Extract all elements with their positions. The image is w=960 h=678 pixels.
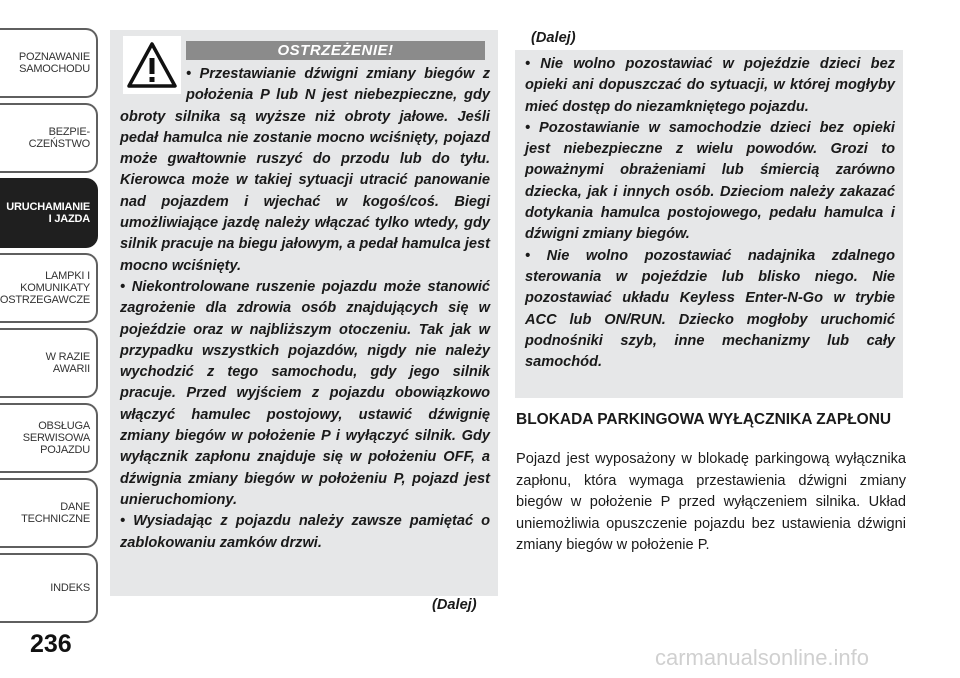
continued-header: (Dalej) [531, 30, 576, 46]
tab-label: POZNAWANIE SAMOCHODU [18, 51, 90, 75]
tab-obsluga-serwisowa[interactable] [0, 403, 98, 473]
section-body: Pojazd jest wyposażony w blokadę parkingową wyłącznika zapłonu, która wymaga przestawienia dźwigni zmiany biegów w położenie P przed wyłączeniem silnika. Układ uniemożliwia opuszczenie pojazdu bez ustawienia dźwigni zmiany biegów w położenie P. [516, 451, 906, 553]
tab-label: LAMPKI I KOMUNIKATY OSTRZEGAWCZE [0, 270, 90, 306]
tab-label: W RAZIE AWARII [45, 351, 90, 375]
warning-paragraph: • Wysiadając z pojazdu należy zawsze pamiętać o zablokowaniu zamków drzwi. [120, 513, 490, 551]
tab-poznawanie-samochodu[interactable] [0, 28, 98, 98]
tab-label: OBSŁUGA SERWISOWA POJAZDU [22, 420, 90, 456]
warning-text-right [525, 54, 895, 373]
tab-bezpieczenstwo[interactable] [0, 103, 98, 173]
tab-dane-techniczne[interactable] [0, 478, 98, 548]
continued-label: (Dalej) [432, 597, 477, 613]
tab-label: DANE TECHNICZNE [21, 501, 90, 525]
tab-label: BEZPIE- CZEŃSTWO [28, 126, 90, 150]
tab-w-razie-awarii[interactable] [0, 328, 98, 398]
tab-indeks[interactable] [0, 553, 98, 623]
section-heading: BLOKADA PARKINGOWA WYŁĄCZNIKA ZAPŁONU [516, 411, 892, 428]
warning-paragraph: • Nie wolno pozostawiać nadajnika zdalnego sterowania w pojeździe lub blisko niego. Nie pozostawiać układu Keyless Enter-N-Go w trybie ACC lub ON/RUN. Dziecko mogłoby uruchomić podnośniki szyb, inne mechanizmy lub cały samochód. [525, 247, 895, 371]
tab-label: INDEKS [50, 582, 90, 594]
tab-uruchamianie-i-jazda[interactable] [0, 178, 98, 248]
warning-header: OSTRZEŻENIE! [186, 41, 485, 60]
tab-lampki-i-komunikaty[interactable] [0, 253, 98, 323]
warning-paragraph: • Nie wolno pozostawiać w pojeździe dzieci bez opieki ani dopuszczać do sytuacji, w której mogłyby mieć dostęp do niezamkniętego pojazdu. [525, 56, 895, 115]
warning-paragraph: • Pozostawianie w samochodzie dzieci bez opieki jest niebezpieczne z wielu powodów. Grozi to poważnymi obrażeniami lub śmiercią zarówno dziecka, jak i innych osób. Dzieciom należy zakazać dotykania hamulca postojowego, pedału hamulca i dźwigni zmiany biegów. [525, 119, 895, 243]
watermark: carmanualsonline.info [655, 645, 870, 670]
tab-label: URUCHAMIANIE I JAZDA [6, 201, 90, 225]
warning-paragraph: • Przestawianie dźwigni zmiany biegów z położenia P lub N jest niebezpieczne, gdy obroty silnika są wyższe niż obroty jałowe. Jeśli pedał hamulca nie zostanie mocno wciśnięty, pojazd może gwałtownie ruszyć do przodu lub do tyłu. Kierowca może w takiej sytuacji utracić panowanie nad pojazdem i wjechać w kogoś/coś. Biegi umożliwiające jazdę należy włączać tylko wtedy, gdy silnik pracuje na biegu jałowym, a pedał hamulca jest mocno wciśnięty. [120, 66, 490, 274]
page-number: 236 [30, 630, 72, 658]
warning-text-left [120, 64, 490, 554]
warning-paragraph: • Niekontrolowane ruszenie pojazdu może stanowić zagrożenie dla zdrowia osób znajdujących się w pojeździe oraz w najbliższym otoczeniu. Tak jak w przypadku wszystkich pojazdów, nigdy nie należy wychodzić z tego samochodu, gdy jego silnik pracuje. Przed wyjściem z pojazdu obowiązkowo włączyć hamulec postojowy, ustawić dźwignię zmiany biegów w położenie P i wyłączyć silnik. Gdy wyłącznik zapłonu znajduje się w położeniu OFF, a dźwignia zmiany biegów w położeniu P, pojazd jest unieruchomiony. [120, 278, 490, 508]
